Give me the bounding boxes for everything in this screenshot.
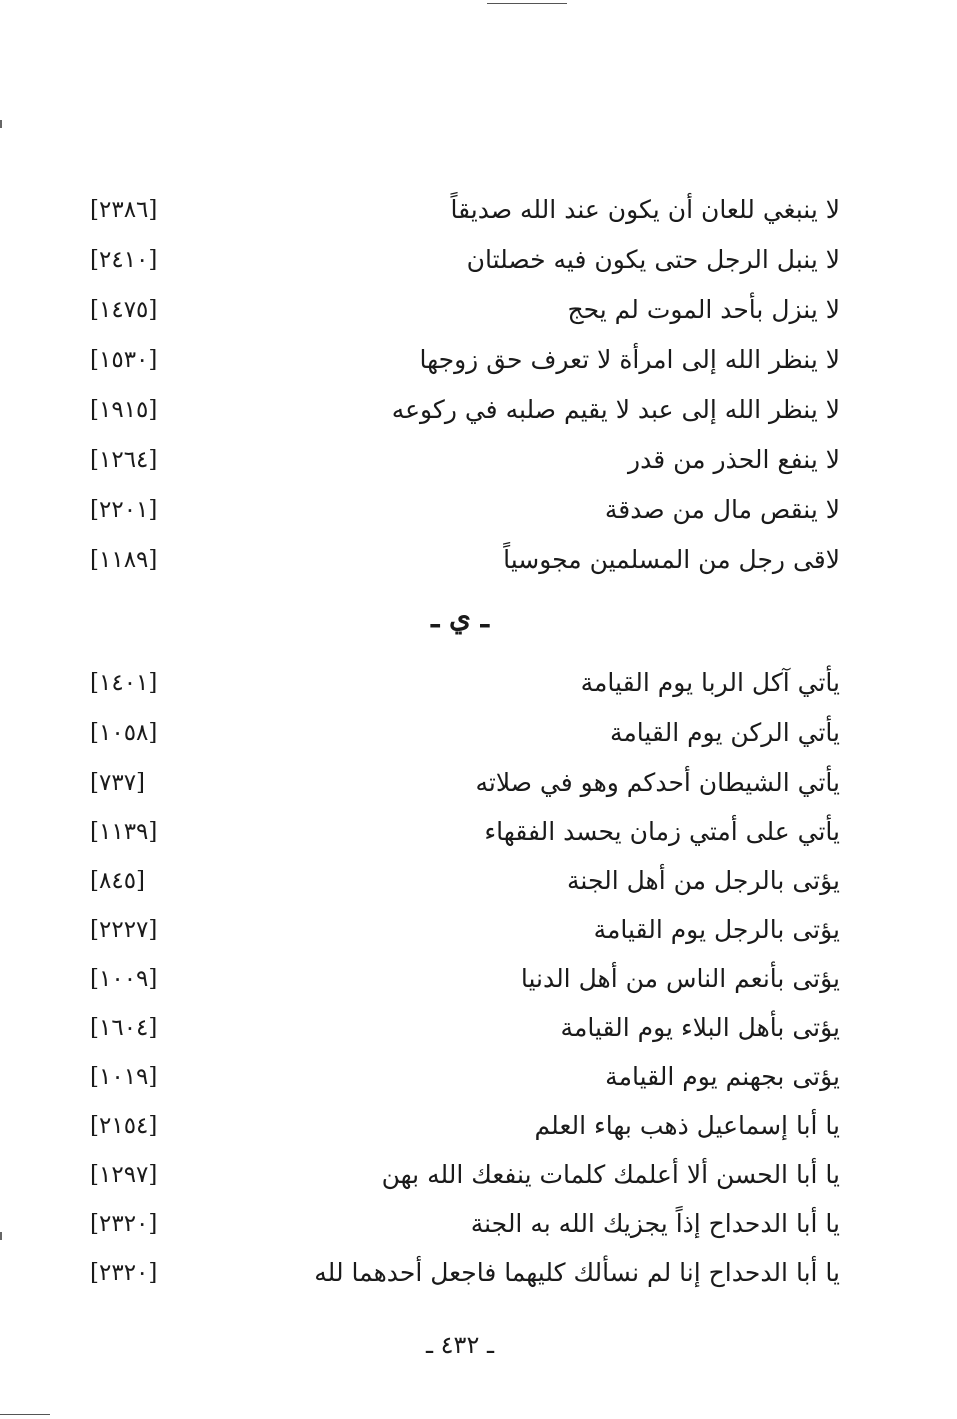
index-entry bbox=[90, 910, 840, 950]
entry-text: لا ينظر الله إلى امرأة لا تعرف حق زوجها bbox=[419, 345, 840, 374]
entry-text: يؤتى بالرجل من أهل الجنة bbox=[567, 866, 840, 895]
entry-reference: [١١٨٩] bbox=[90, 547, 158, 573]
entry-text: يؤتى بالرجل يوم القيامة bbox=[593, 915, 840, 944]
entry-reference: [٢٢٢٧] bbox=[90, 917, 158, 943]
index-entry bbox=[90, 390, 840, 430]
section-heading: ـ ي ـ bbox=[431, 601, 489, 634]
entry-reference: [٢٣٢٠] bbox=[90, 1260, 158, 1286]
entry-text: لا ينبغي للعان أن يكون عند الله صديقاً bbox=[450, 195, 840, 224]
entry-text: يا أبا الدحداح إذاً يجزيك الله به الجنة bbox=[470, 1209, 840, 1238]
index-entry bbox=[90, 240, 840, 280]
index-entry bbox=[90, 663, 840, 703]
entry-reference: [١٠١٩] bbox=[90, 1064, 158, 1090]
entry-text: لا ينظر الله إلى عبد لا يقيم صلبه في ركوعه bbox=[391, 395, 840, 424]
entry-text: يا أبا إسماعيل ذهب بهاء العلم bbox=[534, 1111, 840, 1140]
bottom-rule bbox=[0, 1414, 50, 1415]
entry-reference: [٢٣٢٠] bbox=[90, 1211, 158, 1237]
entry-text: يؤتى بجهنم يوم القيامة bbox=[605, 1062, 840, 1091]
index-entry bbox=[90, 1204, 840, 1244]
margin-mark bbox=[0, 1232, 2, 1240]
index-entry bbox=[90, 1253, 840, 1293]
index-entry bbox=[90, 1057, 840, 1097]
index-entry bbox=[90, 190, 840, 230]
entry-reference: [١٤٠١] bbox=[90, 670, 158, 696]
top-rule bbox=[487, 3, 567, 4]
index-entry bbox=[90, 1106, 840, 1146]
entry-text: لا ينفع الحذر من قدر bbox=[628, 445, 840, 474]
entry-reference: [١٢٩٧] bbox=[90, 1162, 158, 1188]
entry-reference: [٨٤٥] bbox=[90, 868, 146, 894]
entry-text: يأتي الركن يوم القيامة bbox=[609, 718, 840, 747]
entry-text: لاقى رجل من المسلمين مجوسياً bbox=[503, 545, 840, 574]
index-entry bbox=[90, 340, 840, 380]
index-entry bbox=[90, 290, 840, 330]
index-entry bbox=[90, 490, 840, 530]
index-entry bbox=[90, 1008, 840, 1048]
entry-text: يا أبا الحسن ألا أعلمك كلمات ينفعك الله بهن bbox=[381, 1160, 840, 1189]
index-entry bbox=[90, 540, 840, 580]
entry-reference: [١٠٠٩] bbox=[90, 966, 158, 992]
entry-reference: [١٤٧٥] bbox=[90, 297, 158, 323]
entry-text: يؤتى بأنعم الناس من أهل الدنيا bbox=[520, 964, 840, 993]
margin-mark bbox=[0, 120, 2, 128]
entry-reference: [١٩١٥] bbox=[90, 397, 158, 423]
entry-reference: [١١٣٩] bbox=[90, 819, 158, 845]
entry-text: يأتي الشيطان أحدكم وهو في صلاته bbox=[475, 768, 840, 797]
entry-reference: [٧٣٧] bbox=[90, 770, 146, 796]
index-entry bbox=[90, 440, 840, 480]
index-entry bbox=[90, 812, 840, 852]
entry-reference: [١٥٣٠] bbox=[90, 347, 158, 373]
index-entry bbox=[90, 959, 840, 999]
entry-reference: [٢٢٠١] bbox=[90, 497, 158, 523]
entry-reference: [٢٤١٠] bbox=[90, 247, 158, 273]
entry-text: يا أبا الدحداح إنا لم نسألك كليهما فاجعل أحدهما لله bbox=[314, 1258, 840, 1287]
entry-reference: [١٠٥٨] bbox=[90, 720, 158, 746]
index-entry bbox=[90, 1155, 840, 1195]
entry-reference: [١٢٦٤] bbox=[90, 447, 158, 473]
entry-reference: [١٦٠٤] bbox=[90, 1015, 158, 1041]
entry-text: لا ينزل بأحد الموت لم يحج bbox=[567, 295, 840, 324]
entry-text: يؤتى بأهل البلاء يوم القيامة bbox=[560, 1013, 840, 1042]
index-entry bbox=[90, 713, 840, 753]
entry-reference: [٢٣٨٦] bbox=[90, 197, 158, 223]
index-entry bbox=[90, 763, 840, 803]
entry-reference: [٢١٥٤] bbox=[90, 1113, 158, 1139]
page-number: ـ ٤٣٢ ـ bbox=[425, 1331, 494, 1359]
entry-text: يأتي آكل الربا يوم القيامة bbox=[580, 668, 840, 697]
entry-text: يأتي على أمتي زمان يحسد الفقهاء bbox=[484, 817, 840, 846]
index-entry bbox=[90, 861, 840, 901]
entry-text: لا ينبل الرجل حتى يكون فيه خصلتان bbox=[466, 245, 840, 274]
entry-text: لا ينقص مال من صدقة bbox=[604, 495, 840, 524]
